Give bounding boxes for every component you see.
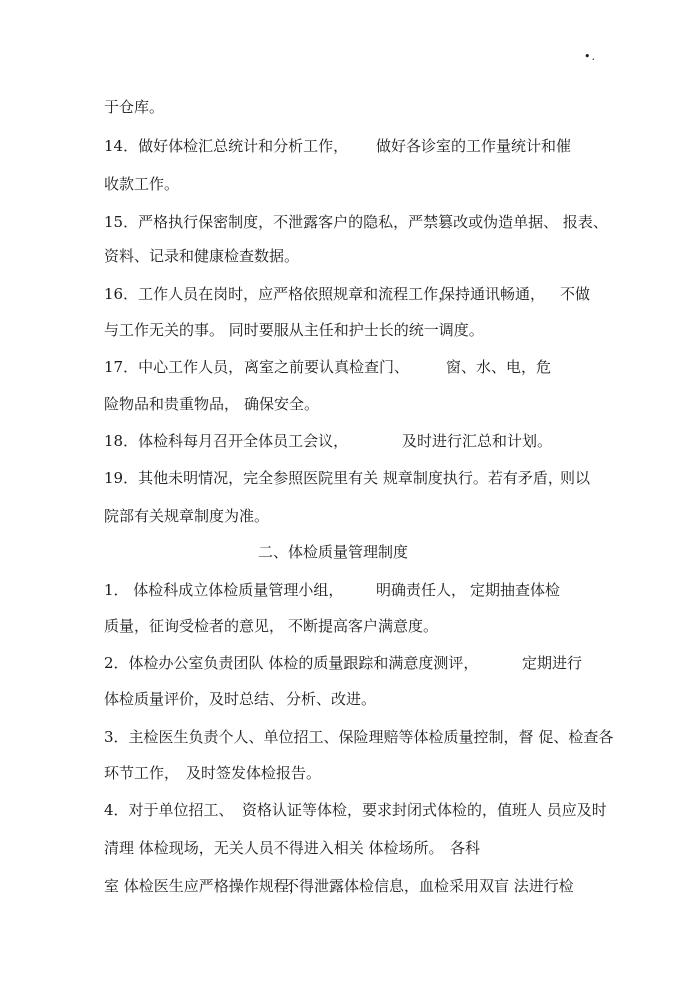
text-segment: 体检质量评价，及时总结、: [104, 690, 285, 708]
text-segment: 19．其他未明情况，完全参照医院里有关 规章制度执行。若有矛盾，: [104, 469, 563, 487]
text-segment: 3．主检医生负责个人、单位招工、保险理赔等体检质量控制，督 促、检查各: [104, 728, 614, 746]
text-segment: 14．做好体检汇总统计和分析工作，: [104, 137, 349, 155]
section-title: 二、体检质量管理制度: [258, 543, 409, 561]
text-segment: 16．工作人员在岗时，应严格依照规章和流程工作，: [104, 285, 454, 303]
text-segment: 明确责任人，: [376, 581, 467, 599]
text-segment: 环节工作，: [104, 764, 180, 782]
text-segment: 2．体检办公室负责团队 体检的质量跟踪和满意度测评，: [104, 654, 479, 672]
text-segment: 不做: [560, 285, 591, 303]
text-segment: 院部有关规章制度为准。: [104, 507, 270, 525]
text-segment: 收款工作。: [104, 175, 180, 193]
text-segment: 做好各诊室的工作量统计和催: [376, 137, 572, 155]
text-segment: 分析、改进。: [286, 690, 377, 708]
corner-mark: •.: [584, 50, 596, 63]
text-segment: 各科: [450, 839, 481, 857]
text-segment: 窗、水、电，危: [446, 358, 552, 376]
text-segment: 不断提高客户满意度。: [288, 617, 439, 635]
text-segment: 于仓库。: [104, 98, 165, 116]
text-segment: 1． 体检科成立体检质量管理小组，: [104, 581, 344, 599]
text-segment: 则以: [560, 469, 591, 487]
text-segment: 18．体检科每月召开全体员工会议，: [104, 432, 349, 450]
text-segment: 15．严格执行保密制度，不泄露客户的隐私，严禁篡改或伪造单据、 报表、: [104, 213, 608, 231]
text-segment: 不得泄露体检信息，血检采用双盲 法进行检: [284, 877, 574, 895]
text-segment: 及时进行汇总和计划。: [402, 432, 553, 450]
text-segment: 室 体检医生应严格操作规程，: [104, 877, 304, 895]
text-segment: 定期抽查体检: [470, 581, 561, 599]
text-segment: 险物品和贵重物品，: [104, 395, 240, 413]
text-segment: 确保安全。: [244, 395, 320, 413]
text-segment: 资料、记录和健康检查数据。: [104, 247, 300, 265]
text-segment: 与工作无关的事。 同时要服从主任和护士长的统一调度。: [104, 321, 484, 339]
text-segment: 定期进行: [522, 654, 583, 672]
text-segment: 及时签发体检报告。: [186, 764, 322, 782]
text-segment: 离室之前要认真检查门、: [244, 358, 410, 376]
text-segment: 保持通讯畅通，: [440, 285, 546, 303]
text-segment: 资格认证等体检，要求封闭式体检的，值班人 员应及时: [242, 801, 607, 819]
text-segment: 清理 体检现场，无关人员不得进入相关 体检场所。: [104, 839, 444, 857]
text-segment: 17．中心工作人员，: [104, 358, 244, 376]
text-segment: 质量，征询受检者的意见，: [104, 617, 285, 635]
text-segment: 4．对于单位招工、: [104, 801, 234, 819]
